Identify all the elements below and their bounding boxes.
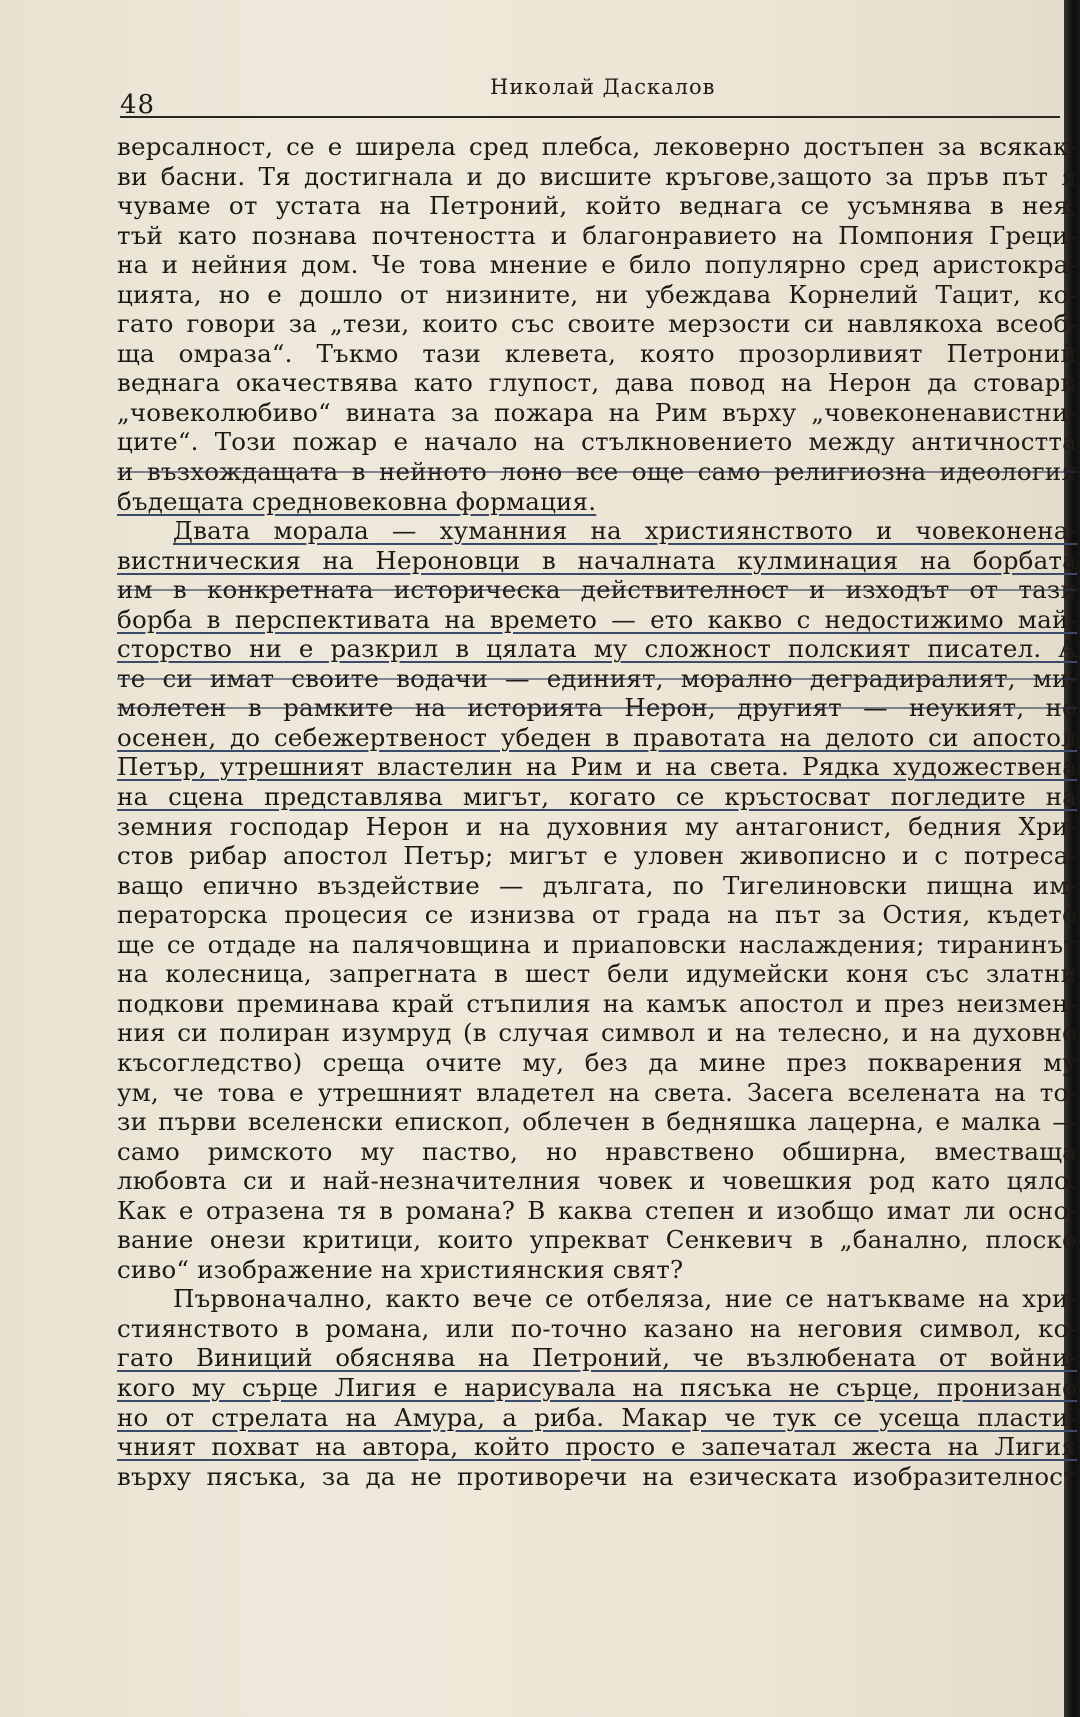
text-line: осенен, до себежертвеност убеден в правотата на делото си апостол: [117, 722, 1077, 752]
text-line: гато говори за „тези, които със своите мерзости си навлякоха всеоб-: [117, 309, 1077, 339]
text-line: на и нейния дом. Че това мнение е било популярно сред аристокра-: [117, 250, 1077, 280]
text-line: те си имат своите водачи — единият, морално деградиралият, ми-: [117, 663, 1077, 693]
text-line: ум, че това е утрешният владетел на света. Засега вселената на то-: [117, 1077, 1077, 1107]
text-line: гато Виниций обяснява на Петроний, че възлюбената от войни-: [117, 1343, 1077, 1373]
text-line: ците“. Този пожар е начало на стълкновението между античността: [117, 427, 1077, 457]
text-line: и възхождащата в нейното лоно все още само религиозна идеология: [117, 457, 1077, 487]
text-line: само римското му паство, но нравствено обширна, вместваща: [117, 1136, 1077, 1166]
text-line: „човеколюбиво“ вината за пожара на Рим върху „човеконенавистни-: [117, 397, 1077, 427]
text-line: вистническия на Нероновци в началната кулминация на борбата: [117, 545, 1077, 575]
text-line: Първоначално, както вече се отбеляза, ние се натъкваме на хри-: [173, 1284, 1077, 1314]
text-line: Как е отразена тя в романа? В каква степен и изобщо имат ли осно-: [117, 1195, 1077, 1225]
page-header: [120, 66, 1060, 118]
text-line: чният похват на автора, който просто е запечатал жеста на Лигия: [117, 1432, 1077, 1462]
text-line: любовта си и най-незначителния човек и човешкия род като цяло.: [117, 1166, 1077, 1196]
text-line: тъй като познава почтеността и благонравието на Помпония Греци-: [117, 220, 1077, 250]
text-line: ператорска процесия се изнизва от града на път за Остия, където: [117, 900, 1077, 930]
text-line: ния си полиран изумруд (в случая символ и на телесно, и на духовно: [117, 1018, 1077, 1048]
page-body-text: [117, 132, 1077, 1692]
text-line: подкови преминава край стъпилия на камък апостол и през неизмен-: [117, 988, 1077, 1018]
page-number: 48: [120, 90, 156, 120]
text-line: на сцена представлява мигът, когато се кръстосват погледите на: [117, 782, 1077, 812]
text-line: ще се отдаде на палячовщина и приаповски наслаждения; тиранинът: [117, 929, 1077, 959]
text-line: стиянството в романа, или по-точно казано на неговия символ, ко-: [117, 1313, 1077, 1343]
text-line: но от стрелата на Амура, а риба. Макар че тук се усеща пласти-: [117, 1402, 1077, 1432]
running-title: Николай Даскалов: [490, 75, 716, 99]
text-line: Двата морала — хуманния на християнството и човеконена-: [173, 516, 1077, 546]
text-line: чуваме от устата на Петроний, който веднага се усъмнява в нея,: [117, 191, 1077, 221]
text-line: бъдещата средновековна формация.: [117, 486, 597, 516]
text-line: късогледство) среща очите му, без да мине през покварения му: [117, 1047, 1077, 1077]
text-line: зи първи вселенски епископ, облечен в бедняшка лацерна, е малка —: [117, 1107, 1077, 1137]
text-line: им в конкретната историческа действителност и изходът от тази: [117, 575, 1077, 605]
text-line: стов рибар апостол Петър; мигът е уловен живописно и с потреса-: [117, 841, 1077, 871]
text-line: цията, но е дошло от низините, ни убеждава Корнелий Тацит, ко-: [117, 279, 1077, 309]
text-line: ща омраза“. Тъкмо тази клевета, която прозорливият Петроний: [117, 338, 1077, 368]
text-line: на колесница, запрегната в шест бели идумейски коня със златни: [117, 959, 1077, 989]
text-line: молетен в рамките на историята Нерон, другият — неукият, но: [117, 693, 1077, 723]
text-line: веднага окачествява като глупост, дава повод на Нерон да стовари: [117, 368, 1077, 398]
text-line: сторство ни е разкрил в цялата му сложност полският писател. А: [117, 634, 1077, 664]
text-line: ви басни. Тя достигнала и до висшите кръгове,защото за пръв път я: [117, 161, 1077, 191]
text-line: земния господар Нерон и на духовния му антагонист, бедния Хри-: [117, 811, 1077, 841]
text-line: вание онези критици, които упрекват Сенкевич в „банално, плоско: [117, 1225, 1077, 1255]
text-line: ващо епично въздействие — дългата, по Тигелиновски пищна им-: [117, 870, 1077, 900]
text-line: върху пясъка, за да не противоречи на езическата изобразителност: [117, 1461, 1077, 1491]
text-line: борба в перспективата на времето — ето какво с недостижимо май-: [117, 604, 1077, 634]
text-line: Петър, утрешният властелин на Рим и на света. Рядка художествена: [117, 752, 1077, 782]
text-line: сиво“ изображение на християнския свят?: [117, 1254, 684, 1284]
text-line: версалност, се е ширела сред плебса, лековерно достъпен за всякак-: [117, 132, 1077, 161]
text-line: кого му сърце Лигия е нарисувала на пясъка не сърце, пронизано: [117, 1372, 1077, 1402]
